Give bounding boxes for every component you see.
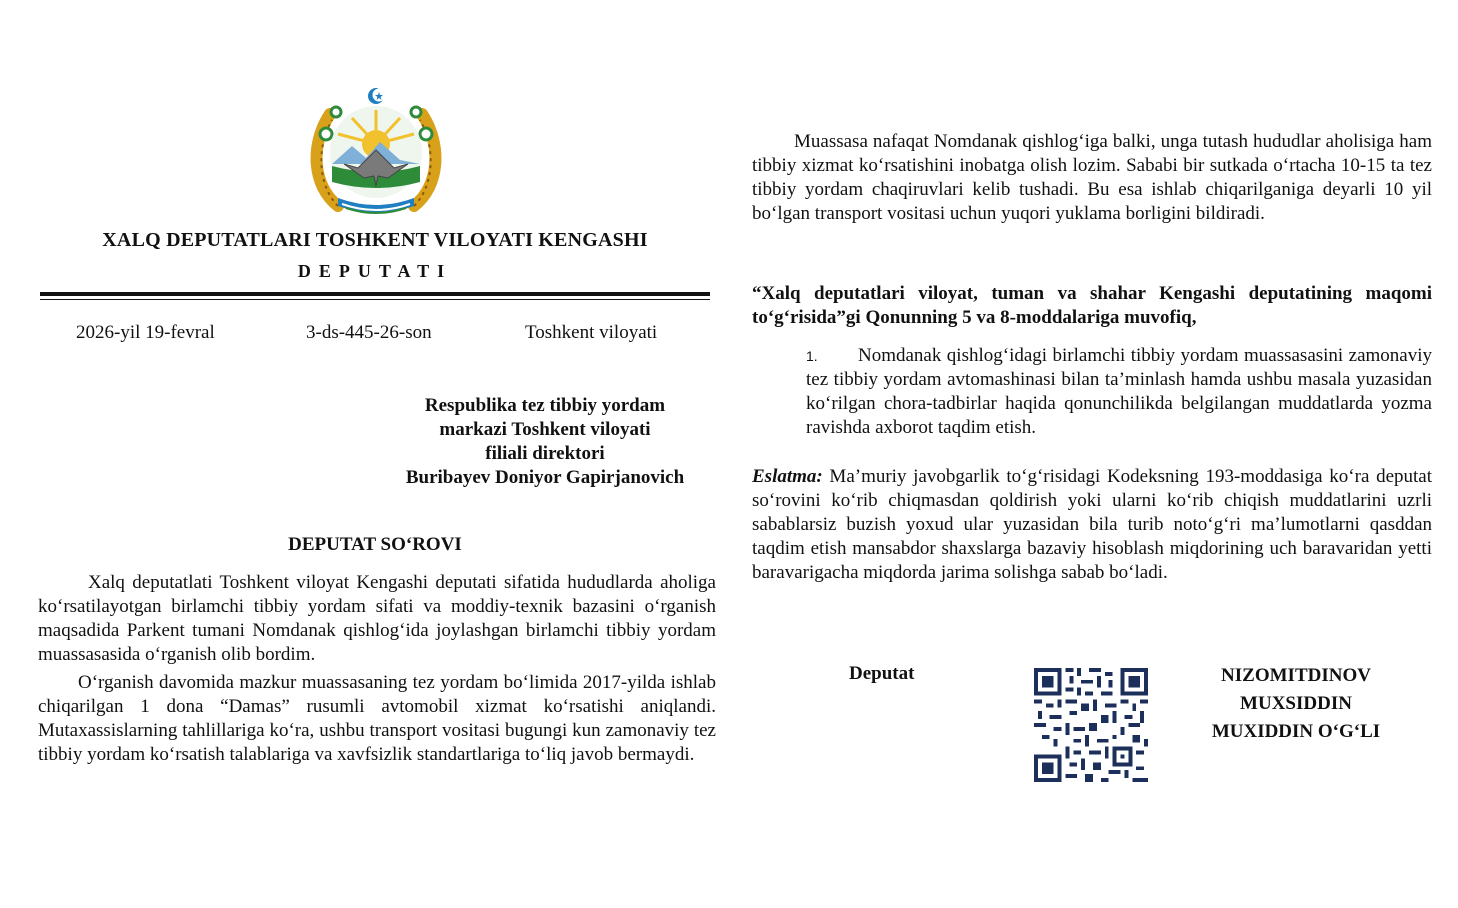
organization-subtitle: DEPUTATI — [297, 261, 453, 281]
body-paragraph: O‘rganish davomida mazkur muassasaning tez yordam bo‘limida 2017-yilda ishlab chiqarilgan 1 dona “Damas” rusumli avtomobil xizmat ko‘rsatishi aniqlandi. Mutaxassislarning tahlillariga ko‘ra, ushbu transport vositasi bugungi kun zamonaviy tez tibbiy yordam ko‘rsatish talablariga va xavfsizlik standartlariga to‘liq javob bermaydi. — [38, 672, 716, 765]
document-date: 2026-yil 19-fevral — [76, 322, 215, 343]
signatory-name-line: NIZOMITDINOV — [1221, 665, 1371, 686]
request-list — [806, 344, 1432, 440]
list-item — [806, 344, 1432, 440]
addressee-block — [370, 394, 720, 490]
addressee-line: filiali direktori — [485, 443, 605, 464]
list-item-text: Nomdanak qishlog‘idagi birlamchi tibbiy yordam muassasasini zamonaviy tez tibbiy yordam avtomashinasi bilan ta’minlash hamda ushbu masala yuzasidan ko‘rilgan chora-tadbirlar haqida qonunchilikda belgilangan muddatlarda yozma ravishda axborot taqdim etish. — [806, 345, 1432, 438]
organization-title: XALQ DEPUTATLARI TOSHKENT VILOYATI KENGASHI — [102, 229, 648, 251]
document-place: Toshkent viloyati — [525, 322, 658, 343]
state-emblem-icon — [308, 86, 444, 218]
qr-code-icon — [1034, 668, 1148, 782]
addressee-line: Respublika tez tibbiy yordam — [424, 395, 666, 416]
list-item-number: 1. — [806, 348, 818, 364]
legal-note — [752, 465, 1432, 585]
addressee-line: markazi Toshkent viloyati — [439, 419, 651, 440]
header-divider-thick — [40, 292, 710, 296]
note-text: Ma’muriy javobgarlik to‘g‘risidagi Kodeksning 193-moddasiga ko‘ra deputat so‘rovini ko‘rib chiqmasdan qoldirish yoki ularni ko‘rib chiqish muddatlarini uzrli sabablarsiz buzish yoxud ular yuzasidan bila turib noto‘g‘ri ma’lumotlarni qasddan taqdim etish mansabdor shaxslarga bazaviy hisoblash miqdorining uch baravaridan yetti baravarigacha miqdorda jarima solishga sabab bo‘ladi. — [752, 466, 1432, 583]
body-paragraph: Muassasa nafaqat Nomdanak qishlog‘iga balki, unga tutash hududlar aholisiga ham tibbiy xizmat ko‘rsatishini inobatga olish lozim. Sababi bir sutkada o‘rtacha 10-15 ta tez tibbiy yordam chaqiruvlari kelib tushadi. Bu esa ishlab chiqarilganiga deyarli 10 yil bo‘lgan transport vositasi uchun yuqori yuklama borligini bildiradi. — [752, 131, 1432, 224]
signatory-name-line: MUXSIDDIN — [1240, 693, 1352, 714]
document-title: DEPUTAT SO‘ROVI — [288, 534, 462, 555]
document-number: 3-ds-445-26-son — [306, 322, 432, 343]
note-label: Eslatma: — [752, 466, 823, 487]
signatory-name — [1190, 662, 1402, 746]
signatory-role: Deputat — [849, 663, 915, 684]
body-left-column — [38, 571, 716, 771]
legal-basis: “Xalq deputatlari viloyat, tuman va shahar Kengashi deputatining maqomi to‘g‘risida”gi Qonunning 5 va 8-moddalariga muvofiq, — [752, 283, 1432, 328]
body-paragraph: Xalq deputatlati Toshkent viloyat Kengashi deputati sifatida hududlarda aholiga ko‘rsatilayotgan birlamchi tibbiy yordam sifati va moddiy-texnik bazasini o‘rganish maqsadida Parkent tumani Nomdanak qishlog‘ida joylashgan birlamchi tibbiy yordam muassasasida o‘rganish olib bordim. — [38, 572, 716, 665]
header-divider-thin — [40, 299, 710, 300]
body-right-column — [752, 130, 1432, 226]
signatory-name-line: MUXIDDIN O‘G‘LI — [1211, 721, 1381, 742]
addressee-line: Buribayev Doniyor Gapirjanovich — [405, 467, 685, 488]
